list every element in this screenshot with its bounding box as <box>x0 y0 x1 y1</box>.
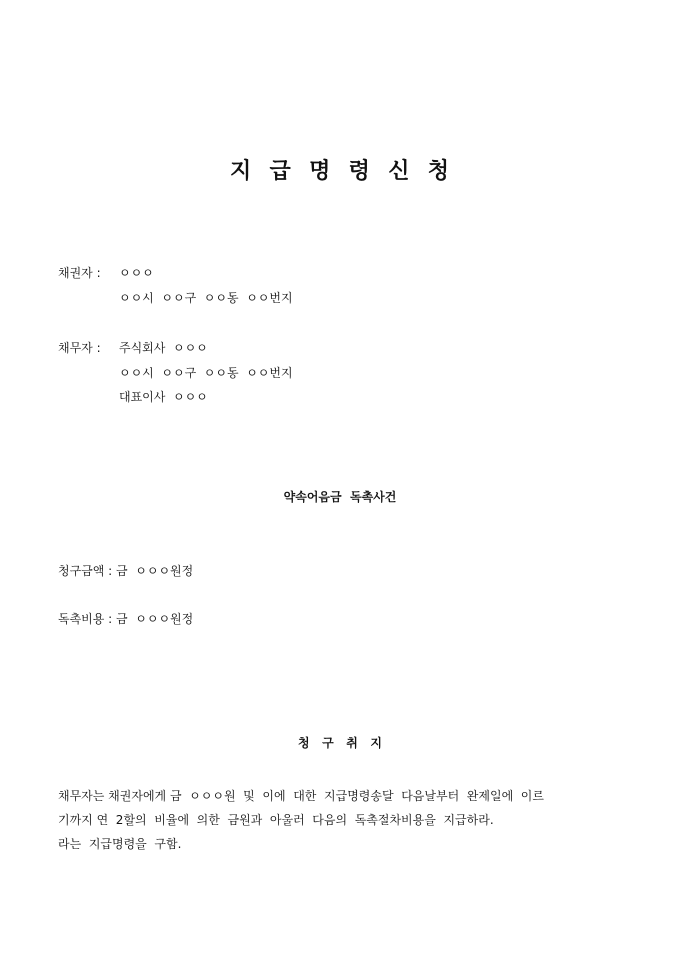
section-title: 청 구 취 지 <box>298 736 382 750</box>
debtor-name: 주식회사 ㅇㅇㅇ <box>119 341 208 355</box>
claim-amount: 청구금액 : 금 ㅇㅇㅇ원정 <box>58 564 194 578</box>
document-title: 지 급 명 령 신 청 <box>229 158 451 184</box>
demand-cost: 독촉비용 : 금 ㅇㅇㅇ원정 <box>58 612 194 626</box>
debtor-address: ㅇㅇ시 ㅇㅇ구 ㅇㅇ동 ㅇㅇ번지 <box>119 366 293 380</box>
purpose-line: 기까지 연 2할의 비율에 의한 금원과 아울러 다음의 독촉절차비용을 지급하라. <box>58 813 494 827</box>
creditor-label: 채권자 : <box>58 266 105 280</box>
purpose-line: 라는 지급명령을 구함. <box>58 837 182 851</box>
creditor-name: ㅇㅇㅇ <box>119 266 154 280</box>
purpose-line: 채무자는 채권자에게 금 ㅇㅇㅇ원 및 이에 대한 지급명령송달 다음날부터 완제일에 이르 <box>58 789 544 803</box>
creditor-address: ㅇㅇ시 ㅇㅇ구 ㅇㅇ동 ㅇㅇ번지 <box>119 291 293 305</box>
claim-purpose-paragraph <box>58 784 638 856</box>
debtor-representative: 대표이사 ㅇㅇㅇ <box>119 390 208 404</box>
case-name: 약속어음금 독촉사건 <box>283 490 397 504</box>
debtor-label: 채무자 : <box>58 341 105 355</box>
